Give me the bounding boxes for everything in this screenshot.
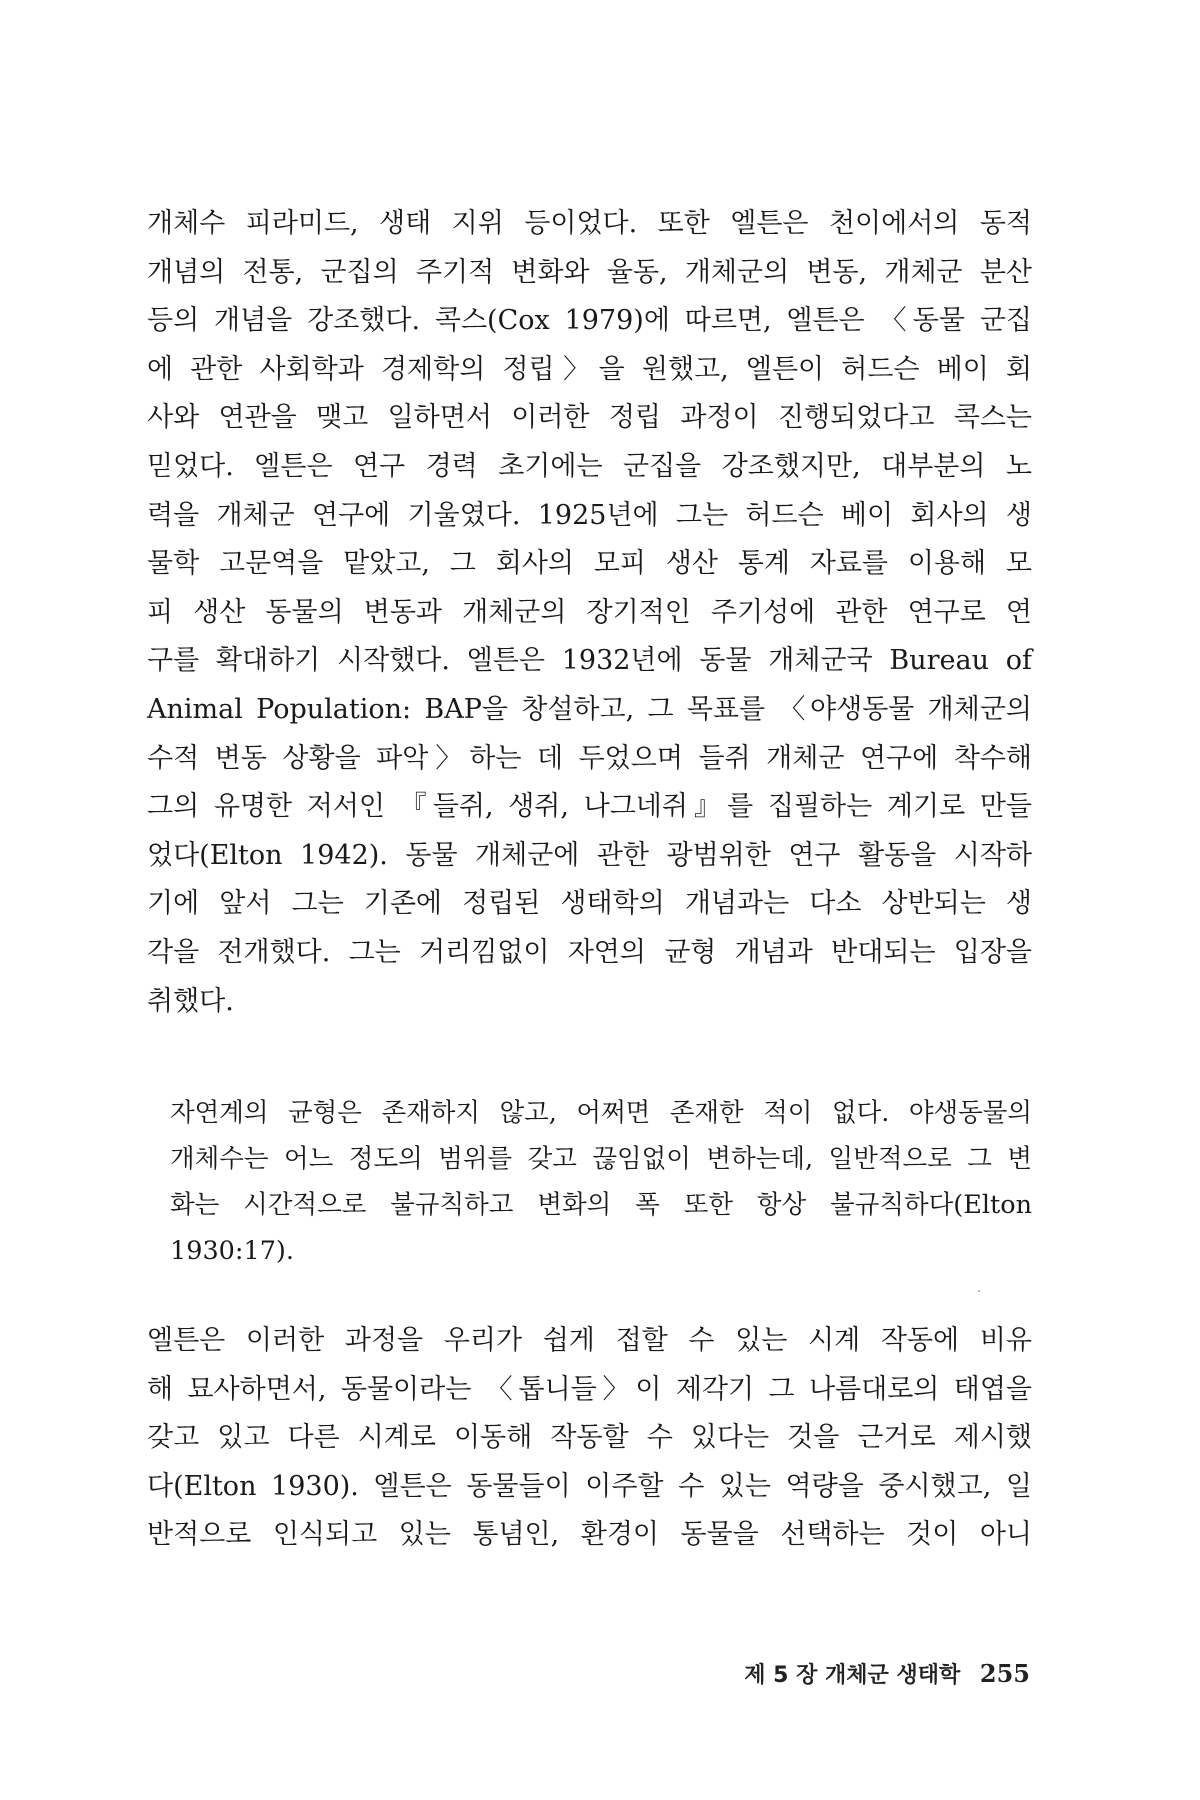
text-line: 구를 확대하기 시작했다. 엘튼은 1932년에 동물 개체군국 Bureau of [147, 645, 1032, 677]
text-line: 에 관한 사회학과 경제학의 정립〉을 원했고, 엘튼이 허드슨 베이 회 [147, 353, 1032, 385]
quote-line: 개체수는 어느 정도의 범위를 갖고 끊임없이 변하는데, 일반적으로 그 변 [170, 1144, 1032, 1174]
text-line: 반적으로 인식되고 있는 통념인, 환경이 동물을 선택하는 것이 아니 [147, 1519, 1032, 1550]
chapter-label: 제 5 장 개체군 생태학 [744, 1663, 961, 1688]
block-quote [170, 1090, 1032, 1274]
quote-line: 자연계의 균형은 존재하지 않고, 어쩌면 존재한 적이 없다. 야생동물의 [170, 1098, 1032, 1128]
text-line: 수적 변동 상황을 파악〉하는 데 두었으며 들쥐 개체군 연구에 착수해 [147, 742, 1032, 774]
text-line: 갖고 있고 다른 시계로 이동해 작동할 수 있다는 것을 근거로 제시했 [147, 1422, 1032, 1453]
text-line: 그의 유명한 저서인 『들쥐, 생쥐, 나그네쥐』를 집필하는 계기로 만들 [147, 791, 1032, 823]
text-line: 믿었다. 엘튼은 연구 경력 초기에는 군집을 강조했지만, 대부분의 노 [147, 450, 1032, 482]
text-line: 개체수 피라미드, 생태 지위 등이었다. 또한 엘튼은 천이에서의 동적 [147, 208, 1032, 239]
text-line: 해 묘사하면서, 동물이라는 〈톱니들〉이 제각기 그 나름대로의 태엽을 [147, 1373, 1032, 1405]
scan-speck [978, 1290, 980, 1292]
page-footer [744, 1658, 1030, 1689]
page-number: 255 [979, 1659, 1030, 1688]
text-line: 엘튼은 이러한 과정을 우리가 쉽게 접할 수 있는 시계 작동에 비유 [147, 1325, 1032, 1356]
text-line: Animal Population: BAP을 창설하고, 그 목표를 〈야생동물 개체군의 [147, 693, 1032, 725]
text-line: 기에 앞서 그는 기존에 정립된 생태학의 개념과는 다소 상반되는 생 [147, 888, 1032, 920]
text-line: 피 생산 동물의 변동과 개체군의 장기적인 주기성에 관한 연구로 연 [147, 596, 1032, 628]
text-line: 취했다. [147, 985, 234, 1017]
text-line: 사와 연관을 맺고 일하면서 이러한 정립 과정이 진행되었다고 콕스는 [147, 402, 1032, 434]
text-line: 었다(Elton 1942). 동물 개체군에 관한 광범위한 연구 활동을 시작하 [147, 839, 1032, 871]
text-line: 개념의 전통, 군집의 주기적 변화와 율동, 개체군의 변동, 개체군 분산 [147, 256, 1032, 288]
quote-line: 1930:17). [170, 1236, 294, 1266]
text-line: 각을 전개했다. 그는 거리낌없이 자연의 균형 개념과 반대되는 입장을 [147, 936, 1032, 968]
text-line: 등의 개념을 강조했다. 콕스(Cox 1979)에 따르면, 엘튼은 〈동물 군집 [147, 305, 1032, 337]
text-line: 다(Elton 1930). 엘튼은 동물들이 이주할 수 있는 역량을 중시했고, 일 [147, 1470, 1032, 1502]
main-paragraph [147, 200, 1032, 1026]
text-line: 물학 고문역을 맡았고, 그 회사의 모피 생산 통계 자료를 이용해 모 [147, 548, 1032, 580]
quote-line: 화는 시간적으로 불규칙하고 변화의 폭 또한 항상 불규칙하다(Elton [170, 1190, 1032, 1220]
text-line: 력을 개체군 연구에 기울였다. 1925년에 그는 허드슨 베이 회사의 생 [147, 499, 1032, 531]
second-paragraph [147, 1317, 1032, 1560]
